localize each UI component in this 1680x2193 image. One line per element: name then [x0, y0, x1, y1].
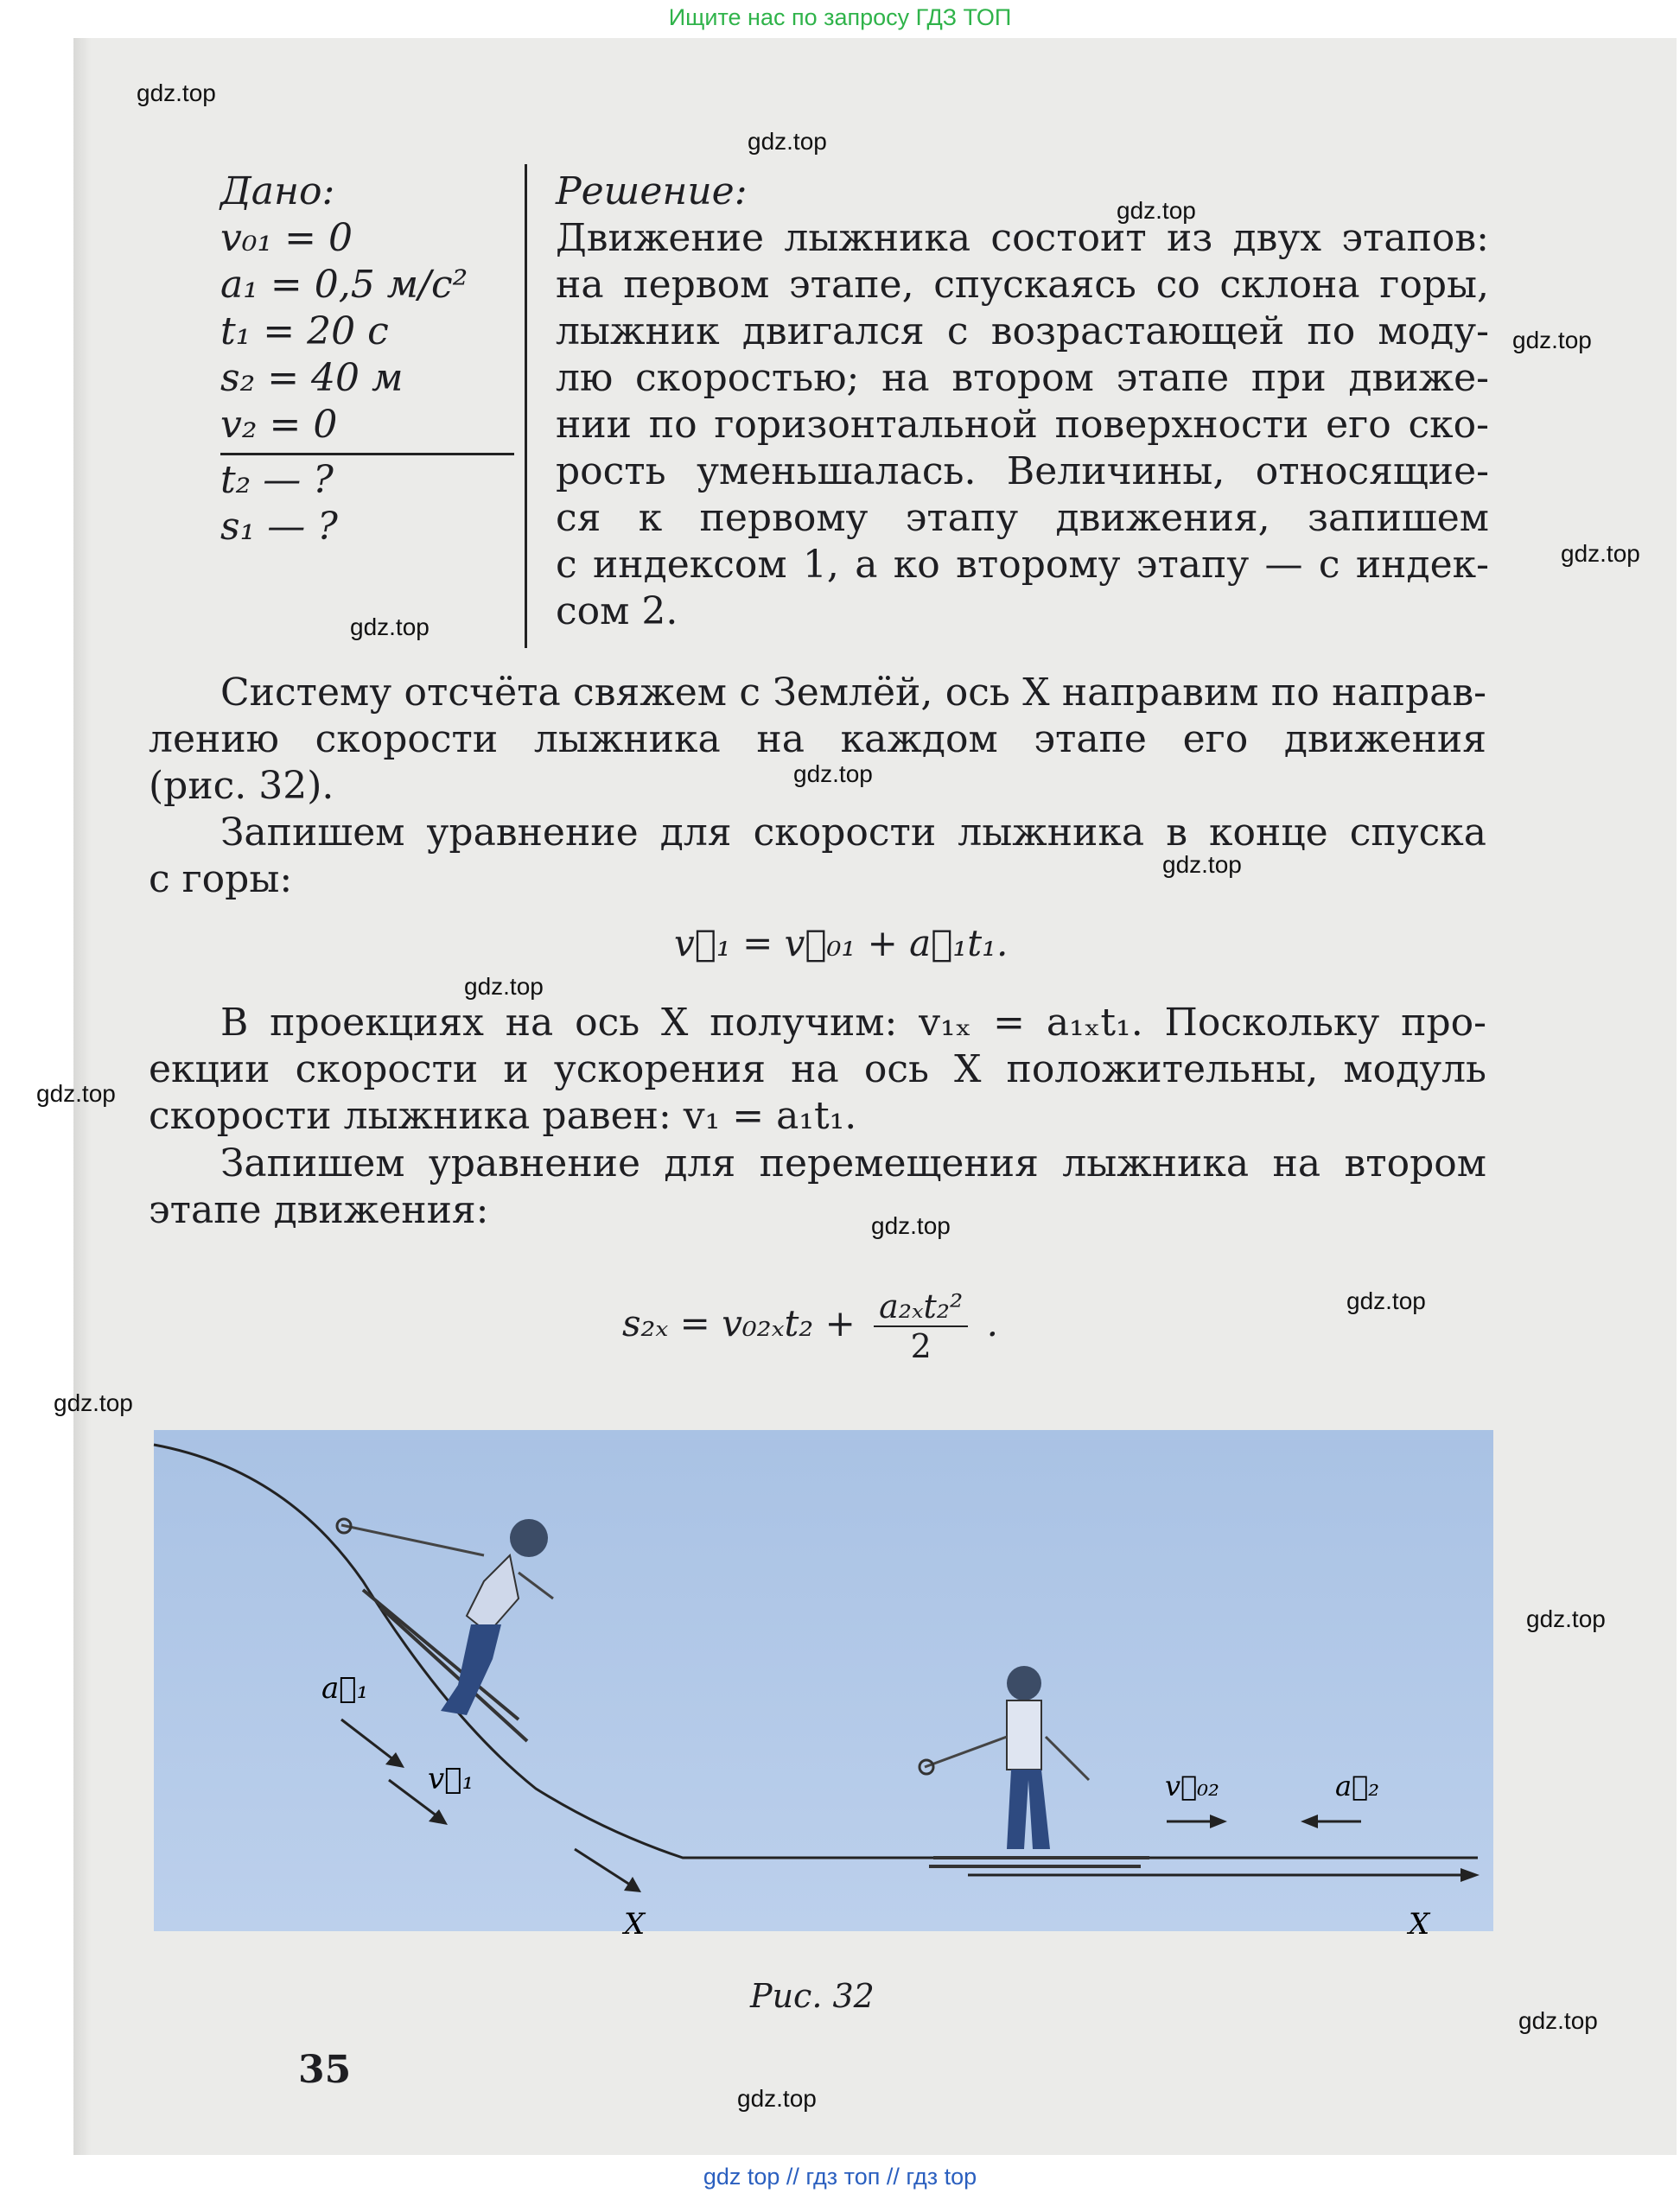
a2-arrowhead	[1301, 1815, 1318, 1828]
watermark: gdz.top	[1346, 1287, 1426, 1314]
paragraph-line: Запишем уравнение для скорости лыжника в конце спуска	[220, 810, 1486, 855]
page-number: 35	[298, 2048, 352, 2092]
watermark: gdz.top	[1162, 851, 1242, 878]
watermark: gdz.top	[54, 1389, 133, 1416]
watermark: gdz.top	[748, 128, 827, 155]
watermark: gdz.top	[737, 2085, 817, 2112]
watermark: gdz.top	[1117, 197, 1196, 224]
top-banner: Ищите нас по запросу ГДЗ ТОП	[668, 4, 1012, 30]
watermark: gdz.top	[137, 79, 216, 106]
equation-lhs: s₂ₓ = v₀₂ₓt₂ +	[622, 1302, 856, 1344]
a1-label: a⃗₁	[321, 1671, 369, 1706]
paragraph-line: (рис. 32).	[149, 764, 334, 808]
solution-line: сом 2.	[556, 589, 678, 633]
v1-label: v⃗₁	[428, 1762, 474, 1796]
equation-end: .	[986, 1302, 998, 1344]
given-line: v₂ = 0	[220, 403, 338, 447]
x-axis-slope-arrowhead	[624, 1877, 641, 1892]
solution-line: рость уменьшалась. Величины, относящие-	[556, 449, 1489, 493]
v02-label: v⃗₀₂	[1165, 1770, 1219, 1802]
solution-title: Решение:	[556, 169, 748, 213]
given-line: a₁ = 0,5 м/с²	[220, 263, 468, 307]
a2-label: a⃗₂	[1335, 1770, 1380, 1802]
solution-line: ся к первому этапу движения, запишем	[556, 496, 1489, 540]
velocity-equation: v⃗₁ = v⃗₀₁ + a⃗₁t₁.	[674, 922, 1009, 964]
slope-line	[154, 1445, 1478, 1858]
given-line: v₀₁ = 0	[220, 216, 353, 260]
x-axis-flat-arrowhead	[1460, 1868, 1480, 1882]
watermark: gdz.top	[871, 1212, 951, 1239]
watermark: gdz.top	[1561, 540, 1640, 567]
paragraph-line: екции скорости и ускорения на ось X положительны, модуль	[149, 1047, 1486, 1091]
solution-line: с индексом 1, а ко второму этапу — с индек-	[556, 543, 1489, 587]
figure-caption: Рис. 32	[750, 1977, 875, 2015]
v02-arrowhead	[1210, 1815, 1227, 1828]
given-title: Дано:	[220, 169, 335, 213]
solution-line: нии по горизонтальной поверхности его ско-	[556, 403, 1489, 447]
watermark: gdz.top	[350, 613, 430, 640]
given-line: s₂ = 40 м	[220, 356, 404, 400]
a1-arrow	[341, 1719, 398, 1763]
watermark: gdz.top	[793, 760, 873, 787]
watermark: gdz.top	[1512, 327, 1592, 353]
solution-line: на первом этапе, спускаясь со склона горы,	[556, 263, 1489, 307]
fraction-numerator: a₂ₓt₂²	[874, 1287, 968, 1327]
unknown-line: t₂ — ?	[220, 458, 334, 502]
unknown-line: s₁ — ?	[220, 505, 338, 549]
watermark: gdz.top	[36, 1080, 116, 1107]
bottom-banner: gdz top // гдз топ // гдз top	[703, 2164, 977, 2190]
paragraph-line: лению скорости лыжника на каждом этапе его движения	[149, 717, 1486, 761]
paragraph-line: скорости лыжника равен: v₁ = a₁t₁.	[149, 1094, 857, 1138]
x-axis-label: X	[1409, 1907, 1430, 1942]
paragraph-line: этапе движения:	[149, 1188, 489, 1232]
solution-line: лыжник двигался с возрастающей по моду-	[556, 309, 1489, 353]
fraction-denominator: 2	[910, 1327, 932, 1365]
watermark: gdz.top	[1518, 2007, 1598, 2034]
given-line: t₁ = 20 с	[220, 309, 389, 353]
solution-line: лю скоростью; на втором этапе при движе-	[556, 356, 1489, 400]
x-axis-label: X	[624, 1907, 646, 1942]
skier-descending	[337, 1519, 553, 1741]
paragraph-line: В проекциях на ось X получим: v₁ₓ = a₁ₓt₁. Поскольку про-	[220, 1001, 1486, 1045]
watermark: gdz.top	[1526, 1605, 1606, 1632]
paragraph-line: Систему отсчёта свяжем с Землёй, ось X направим по направ-	[220, 671, 1486, 715]
solution-line: Движение лыжника состоит из двух этапов:	[556, 216, 1489, 260]
skier-flat	[920, 1666, 1149, 1866]
watermark: gdz.top	[464, 973, 544, 1000]
x-axis-slope	[575, 1849, 635, 1888]
paragraph-line: Запишем уравнение для перемещения лыжника на втором	[220, 1141, 1486, 1185]
paragraph-line: с горы:	[149, 857, 293, 901]
